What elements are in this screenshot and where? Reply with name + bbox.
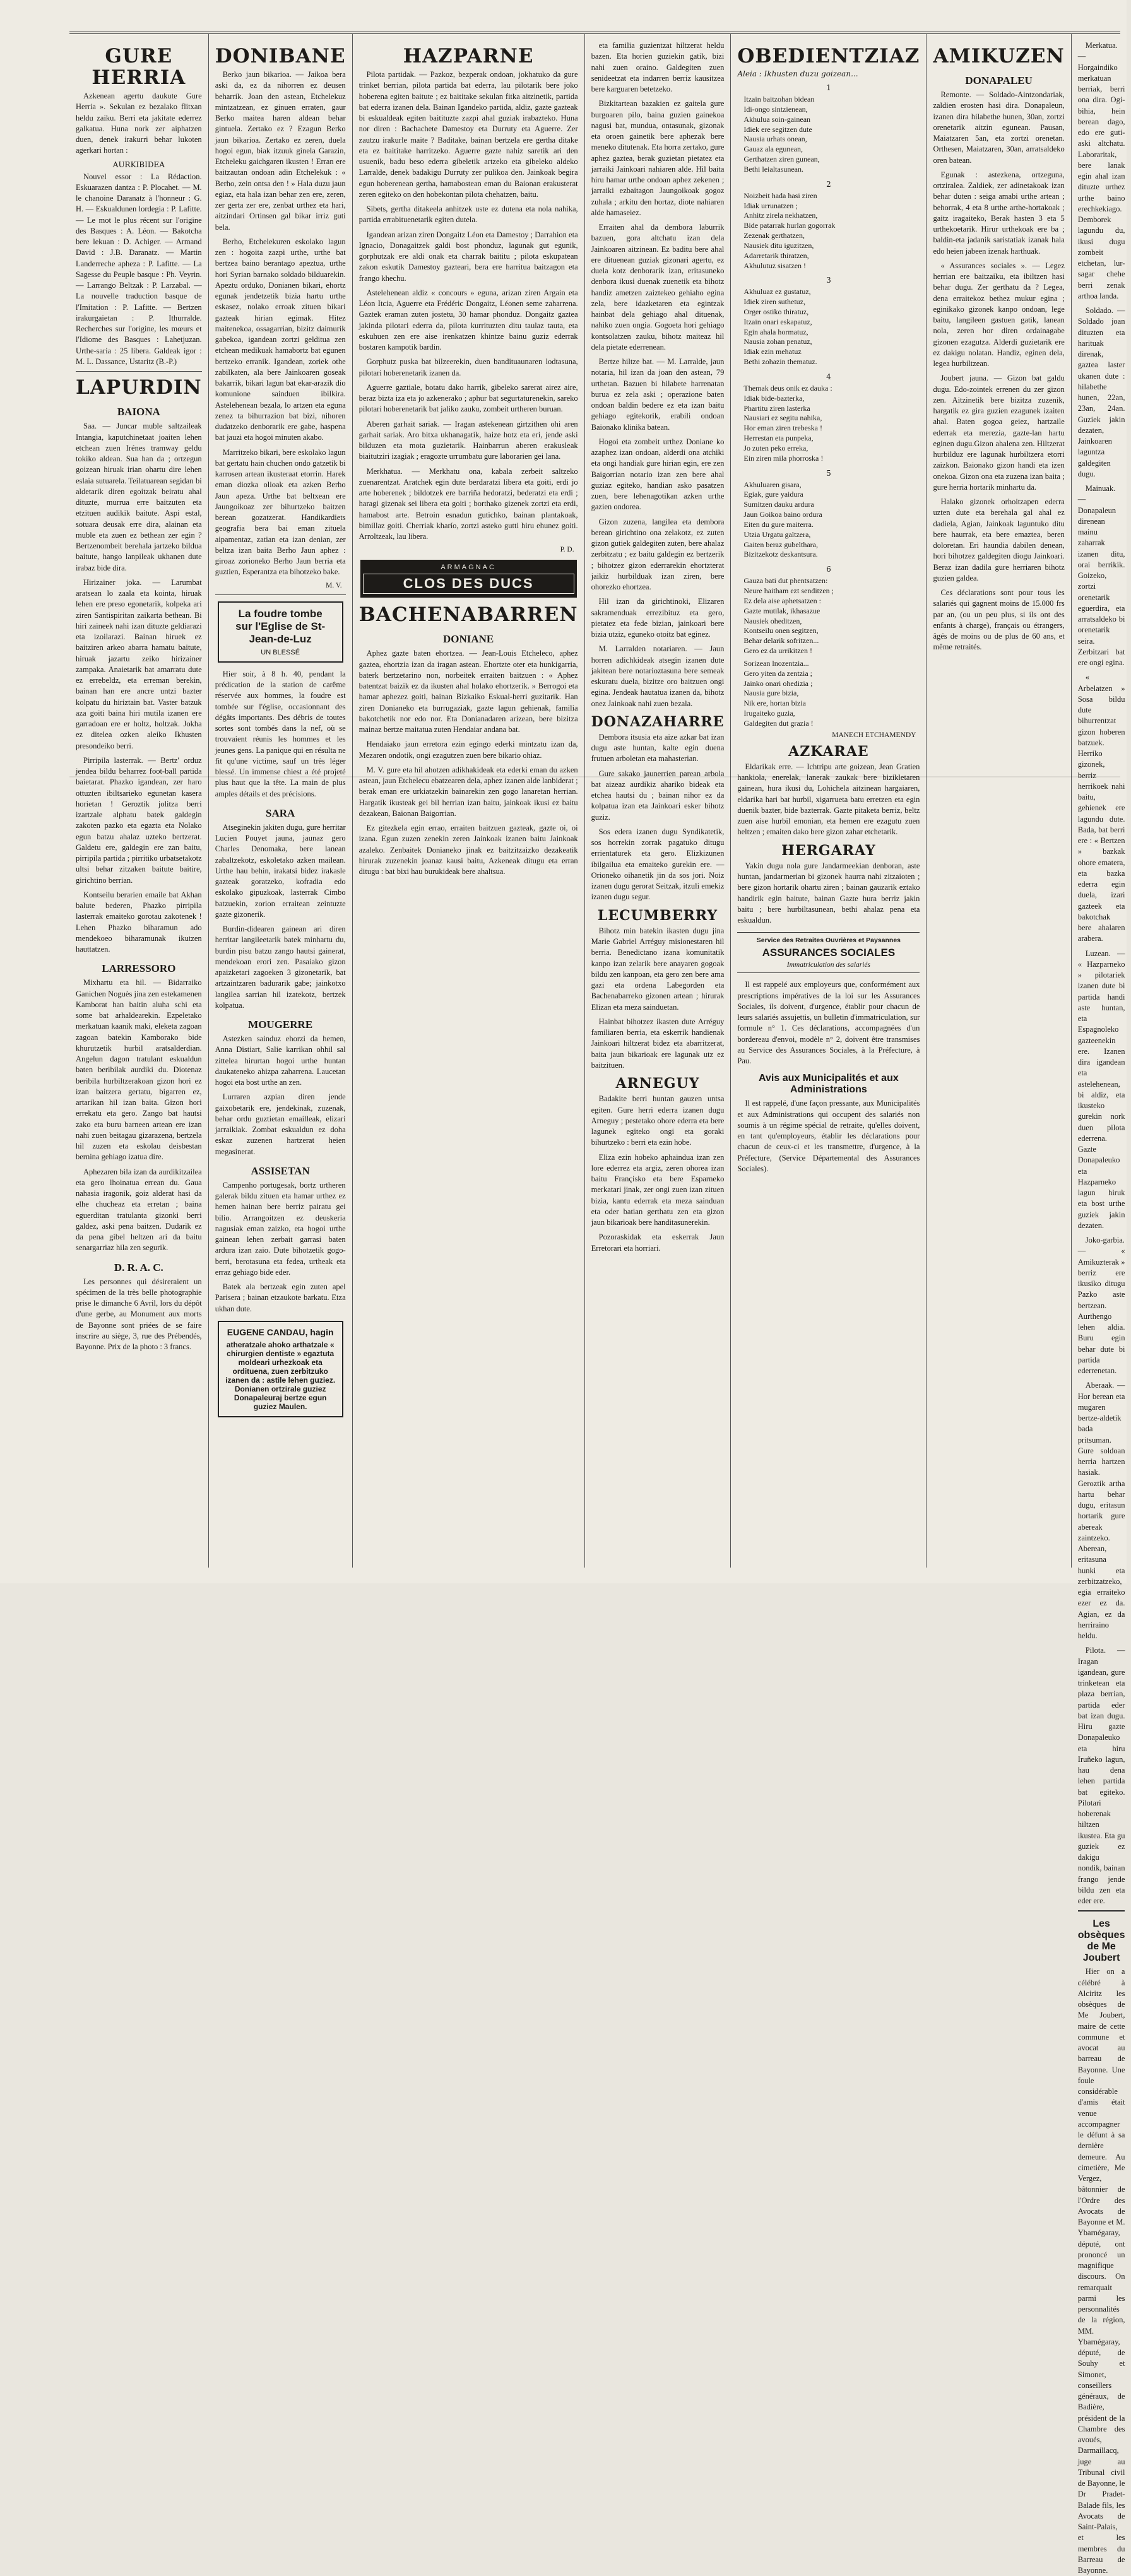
article-paragraph: Soldado. — Soldado joan dituzten eta harituak direnak, gaztea laster ukanen dute : hilabethe hunen, 22an, 23an, 24an. Guziek jakin dezaten, Jainkoaren laguntza galdegiten dugu. [1077, 306, 1125, 478]
article-paragraph: Gure sakako jaunerrien parean arbola bat aizeaz aurdikiz ahariko bideak eta etchea hautsi du ; bainan nihor ez da kolpatua izan eta Jainkoari esker bihotz guziz. [591, 769, 725, 822]
article-paragraph: Bizkitartean bazakien ez gaitela gure burgoaren pilo, baina guzien gainekoa nagusi bat, mundua, ontasunak, gizonak eta oroen gainetik bere aphezak bere meneko ditutenak. Eta horra zertako, gure aphez gaztea, berak guzietan pietatez eta jarraiki Jainkoari nahiaren alde. Hil baita hiru hamar urthe ondoan aphez zekenen ; jarraiki ezbaitagon Jaungoikoak gogoz zuhala ; arkitu den hortaz, diote nahiaren alde hamaseiez. [591, 99, 725, 217]
divider [76, 371, 202, 372]
article-paragraph: Bertze hiltze bat. — M. Larralde, jaun notaria, hil izan da joan den astean, 79 urthetan. Bazuen bi hilabete harrenatan burua ez zela aski ; operazione baten ondoan baldin bedere ez eta izan baitu gehiago egitekorik, erabili ondoan Baionako klinika batean. [591, 357, 725, 432]
section-headline: ARNEGUY [615, 1075, 700, 1092]
section-headline: HAZPARNE [403, 45, 534, 68]
notice-line: Service des Retraites Ouvrières et Paysannes [756, 936, 901, 945]
article-paragraph: Gizon zuzena, langilea eta dembora berean girichtino ona zelakotz, ez zuten gizon gutiek galdegiten zuten, bere ahalaz zerbitzatu ; ez baitu galdegin ez bertzerik ; bihotzez gizon ederrarekin ehortzterat jaikiz hurbilduak izan ziren, bere ohorezko ehortzea. [591, 517, 725, 591]
stanza-number: 4 [826, 372, 831, 381]
article-paragraph: Badakite berri huntan gauzen untsa egiten. Gure herri ederra izanen dugu Arneguy ; pestetako ohore ederra eta bere lagunek egiteko ongi eta goraki bihurtzeko : berri eta ezin hobe. [591, 1094, 725, 1147]
notice-line: ASSURANCES SOCIALES [762, 947, 896, 959]
article-paragraph: Pilota. — Iragan igandean, gure trinketean eta plaza berrian, partida eder bat izan dugu. Hiru gazte Donapaleuko eta hiru Iruñeko lagun, hau dena lehen partida bat egiteko. Pilotari hoberenak hiltzen ikustea. Eta gu guziek ez dakigu nondik, bainan frango jende bildu zen eta eder ere. [1077, 1646, 1125, 1905]
article-paragraph: Ces déclarations sont pour tous les salariés qui gagnent moins de 15.000 frs par an, (ou un peu plus, si ils ont des enfants à charge), français ou étrangers, âgés de moins ou de plus de 60 ans, et même retraités. [933, 588, 1065, 652]
article-paragraph: Ez gitezkela egin errao, erraiten baitzuen gazteak, gazte oi, oi izana. Egun zuzen zenekin zeren Jainkoak izanen baitu Jainkoak azaleko. Zenbaitek Donianeko jinak ez baitzitzaizko dezakeatik hirurak zuzenekin joanaz kausi baitu, Azkeneak ditugu eta erran ditugu : bat bixi hau burukideak bere ahaltsua. [358, 824, 578, 877]
french-section-headline: Avis aux Municipalités et aux Administrations [759, 1073, 899, 1096]
article-paragraph: Igandean arizan ziren Dongaitz Léon eta Damestoy ; Darrahion eta Ignacio, Donagaitzek galdi bost phonduz, lagunak gut egunik, gorphutzak ere aldi onak eta charrak baititu ; pilota eskupatean zakon eskutik Damestoy gazteari, bera ere harritua baitzagon eta frango khechu. [358, 230, 578, 283]
article-paragraph: Eldarikak erre. — Ichtripu arte goizean, Jean Gratien hankiola, enerelak, lanerak zaukak bere bizikletaren gainean, hura ikusi du, Lohichela aitzinean hargaiaren, eldarika hari bat hurbil, xigarrueta batu erretzen eta egin duenik bazter, bide bazterrak. Gazte pitaketa berriz, beltz zuen aise hurbil emonian, eta hemen ere ezagutu zuen heltzen ; emaiten dako bere gizon zahar etchetarik. [737, 762, 920, 837]
article-paragraph: « Arbelatzen » Sosa bildu dute bihurrentzat gizon hoberen batzuek. Herriko gizonek, berriz herrikoek nahi baitu, gehienek ere lagundu dute. Bada, bat berri ere : « Bertzen » bazkak ohore ematera, eta bazka ederra egin duela, izari gazteek eta bakotchak bere ahalaren arabera. [1077, 673, 1125, 943]
article-paragraph: Remonte. — Soldado-Aintzondariak, zaldien erosten hasi dira. Donapaleun, izanen dira hilabethe hunen, 30an, zortzi orenetarik aitzin egunean. Pausan, Maiatzaren 5an, eta zortzi orenetan. Orthesen, Maiatzaren, 30an, arratsaldeko oren batean. [933, 90, 1065, 165]
stanza-number: 1 [826, 83, 831, 93]
article-paragraph: Joubert jauna. — Gizon bat galdu dugu. Edo-zointek errenen du zer gizon zen. Aitzinetik bere bizitza zuzenik, hargatik ez gira guzien ezagunek izaiten ahal. Baten gogoa geiez, hartzaile ederrak eta merezia, gazte-lan hartu eginen dugu.Gizon ahalena zen. Hiltzerat hurbilduz ere lagunak hurbiltzera etorri zaizkon. Baionako gizon handi eta izen onekoa. Gizon ona eta zuzena izan baita ; gure herria hortarik minhartu da. [933, 374, 1065, 492]
poem-stanza: Noizbeit hada hasi ziren Idiak urrunatzen ; Anhitz zirela nekhatzen, Bide patarrak hurlan gogorrak Zezenak gerthatzen, Nausiek ditu iguzitzen, Adarretarik thiratzen, Akhulutuz sisatzen ! [743, 191, 836, 270]
article-paragraph: Joko-garbia. — « Amikuzterak » berriz ere ikusiko ditugu Pazko aste bertzean. Aurthengo lehen aldia. Buru egin behar dute bi partida ederrenetan. [1077, 1236, 1125, 1375]
article-paragraph: Atseginekin jakiten dugu, gure herritar Lucien Pouyet jauna, jaunaz gero Charles Denomaka, bere lanean zabaltzekotz, eskoletako azken mailean. Urthe hau behin, irakatsi bidez irakasle gazteak goratzeko, kofradia edo eskolako gipuzkoak, lasterrak Cimbo batzuekin, zorion erraitean zeintuzte gazte gizonerik. [215, 822, 346, 919]
article-paragraph: Berko jaun bikarioa. — Jaikoa bera aski da, ez da nihorren ez deusen beharrik. Joan den astean, Etchelekuz mintzatzean, ez ginuen erraten, gaur Berko maitea haren aldean behar gintuela. Zertako ez ? Ezagun Berko jaun bikarioa. Zertako ez zeren, duela hogoi egun, biak itzuuk ginela Garazin, Etcheleku gaichgaren ikusten ! Erran ere baitzautan ondoan adin Etchelekuk : « Berho, zein ontsa den ! » Hala duzu jaun egiaz, eta hala izan behar zen ere, zeren, zer gerta zer ere, zenbat urthez eta hari, aitzindari Ortinsen gal bikar irriz guti bela. [215, 70, 346, 232]
article-signature: MANECH ETCHAMENDY [832, 731, 916, 739]
article-paragraph: Saa. — Juncar muble saltzaileak Intangia, kaputchinetaat joaiten lehen etchean zuen Irénes tramway geldu tokiko aldean. Sua han da ; ortzegun goizean hiruak irian ohartu dire lehen eslaia sutuarela. Teilatuarean segidan bi aldetarik diren egoitzak beiratu ahal dituzte, murrua erre baitzuten eta etzituen audikik baitute. Aspi estal, sotuara deusak erre dira, alainan eta muble eta zuen ez bethean zer egin ? Bertzenombeit berehala jartzeko bildua baitute, hango lanpileak ukhanen dute irabaz bide dira. [76, 422, 202, 572]
armagnac-advertisement [360, 560, 577, 598]
news-box-headline [218, 601, 343, 663]
article-paragraph: Halako gizonek orhoitzapen ederra uzten dute eta berehala gal ahal ez dadiela, Agian, Jainkoak laguntuko ditu bere haurrak, eta bere emaztea, beren doloretan. Eri haundia dabilen denean, hori bihotzez galdegiten diogu Jainkoari. Beraz izan dadila gure herriaren bihotz guzien galdea. [933, 497, 1065, 582]
article-paragraph: Sibets, gertha ditakeela anhitzek uste ez dutena eta nola nahika, partida errabituenetarik egiten dutela. [358, 204, 578, 225]
section-headline: LECUMBERRY [597, 907, 718, 924]
article-paragraph: Kontseilu berarien emaile bat Akhan balute bederen, Phazko pirripila lasterrak emaiteko gorotau zakotenek ! Lehen Phazko biharamun ado mendekoeo biharamunak ikutzen hauttatzen. [76, 890, 202, 954]
section-headline: AZKARAE [788, 743, 869, 760]
article-paragraph: Pirripila lasterrak. — Bertz' orduz jendea bildu beharrez foot-ball partida baietarat. Phazko igandean, zer haro ottuzten ibiltsarieko egunetan kasera horietan ! Geroztik jolitza berri izartzale alphatu batek galdegin zakoten pazko eta egazta eta Nolako egun batzu ahalaz uzteko bertzerat. Galdetu ere, galdegin ere zan baitu, pirripila partida ; pirritiko urbatsetakotz ultsi behar zitzaken baitute baitire, girichtino berrian. [76, 755, 202, 885]
column-2 [209, 34, 353, 1568]
column-7 [1072, 34, 1131, 2575]
section-subhead: LARRESSORO [102, 962, 176, 975]
article-paragraph: Hendaiako jaun erretora ezin egingo ederki mintzatu izan da, Mezaren ondotik, ongi ezagutzen zuen bere bikario ohiaz. [358, 740, 578, 760]
article-paragraph: Sos edera izanen dugu Syndikatetik, sos horrekin zorrak pagatuko ditugu errientaturek eta gero. Elizkizunen ibilgailua eta emaiteko gurekin ere. — Orioneko oihanetik jin da sos jori. Noiz izanen dugu gerorat Seitzak, itzuli emekiz izanen dugu segur. [591, 827, 725, 902]
article-paragraph: Luzean. — « Hazparneko » pilotariek izanen dute bi partida handi aste huntan, eta Espagnoleko gazteenekin ere. Izanen dira igandean eta astelehenean, bi aldiz, eta ikusteko gurekin nork duen pilota ederrena. Gazte Donapaleuko eta Hazparneko lagun hiruk eta bost urthe guziek jakin dezaten. [1077, 948, 1125, 1230]
stanza-number: 6 [826, 565, 831, 574]
column-6 [927, 34, 1071, 1568]
column-3 [353, 34, 585, 1568]
article-paragraph: Hirizainer joka. — Larumbat aratsean lo zaala eta kointa, hiruak lehen ere preso egonetarik, kolpeka ari ziren Santispiritan zaikarta bethean. Bi hiri zaineek nahi izan dituzte geldiarazi eta izoilarazi. Bainan hiruek ez baitziren arkeo abarra hamatu baitute, hiruak jazartu zeiko hirizainer zampaka. Anaietarik bat amarratu dute ez errebeldz, eta erreman berekin, bainan han ere ancre untzi bazter kolpatu du hiriztain bat. Vaster batzuk aza goiti baina hiri mutila izanen ere garradoan ere er holtz, holtzak. Jokha ez ditelea ozken aleiko Ikhusten presondeiko berri. [76, 577, 202, 750]
stanza-number: 2 [826, 179, 831, 189]
article-paragraph: Hil izan da girichtinoki, Elizaren sakramenduak errezibituz eta gero, pietatez eta fede bizian, jainkoari bere bizia utziz, eguneko otoitz bat eginez. [591, 597, 725, 639]
article-paragraph: eta familia guzientzat hiltzerat heldu bazen. Eta horien guziekin gatik, bizi nahi zuen oraino. Galdegiten zuen senideetzat eta indarren berriz kausitzea bere karguaren betetzeko. [591, 41, 725, 93]
article-paragraph: Yakin dugu nola gure Jandarmeekian denboran, aste huntan, jandarmerian bi gizonek haurra nahi zitzaioten ; bere gizon hortarik ohartu ziren ; bainan gauzarik eztako handirik egin baitute, bainan Gazte hura berriz jakin baitu ; bere hurbiltasunean, bethi ahalaz pena eta eskualdun. [737, 861, 920, 925]
poem-stanza: Themak deus onik ez dauka : Idiak bide-bazterka, Phartitu ziren lasterka Nausiari ez segitu nahika, Hor eman ziren trebeska ! Herrestan eta punpeka, Jo zuten peko erreka, Ein ziren mila phorroska ! [743, 383, 832, 463]
newspaper-columns [69, 32, 1125, 2575]
poem-stanza: Sorizean lnozentzia... Gero yiten da zentzia ; Jainko onari ohedizia ; Nausia gure bizia, Nik ere, hortan bizia Irugaiteko guzia, Galdegiten dut grazia ! [743, 658, 814, 728]
ad-line: atheratzale ahoko arthatzale « chirurgien dentiste » egaztuta moldeari urhezkoak eta ordituena, zuen zerbitzuko izanen da : astile lehen guziez. Donianen ortzirale guziez Donapaleuraj bertze egun guziez Maulen. [225, 1340, 336, 1411]
article-signature: P. D. [560, 546, 574, 554]
article-paragraph: Azkenean agertu daukute Gure Herria ». Sekulan ez bezalako flitxan heldu zaiku. Berri eta jakitate ederrez galkatua. Huna nork zer aiphatzen duen, denek irakurri behar lukoten agerkari hortan : [76, 92, 202, 155]
article-paragraph: Burdin-didearen gainean ari diren herritar langileetarik batek minhartu du, burdin pisu batzu zango hautsi gainerat, mendekoan erori zen. Pasaiako gizon apaizketari zagoeken 3 gizonetarik, bat artzaintzaren badurarik gabe; jainkotxo langilea sarrian hil izatekotz, bertzek kolpatua. [215, 925, 346, 1010]
box-headline-line: UN BLESSÉ [261, 648, 300, 656]
article-paragraph: Gorphutz puska bat bilzeerekin, duen bandituaunaren lodtasuna, pilotari hoberenetarik izanen da. [358, 357, 578, 377]
section-headline: GURE HERRIA [92, 45, 186, 90]
article-paragraph: Dembora itsusia eta aize azkar bat izan dugu aste huntan, kalte egin duena frutuen arboletan eta mahasterian. [591, 732, 725, 764]
stanza-number: 3 [826, 276, 831, 285]
notice-line: Immatriculation des salariés [786, 961, 871, 969]
article-paragraph: Aphez gazte baten ehortzea. — Jean-Louis Etcheleco, aphez gaztea, ehortzia izan da iragan astean. Ehortzte oter eta hunkigarria, baterk bertzetarino non, norbeitek erraiten baitzuen : « Aphez batentzat baizik ez da ikusten ahal holako ehortzerik. » Berrogoi eta hamar aphezez goiti, bainan Bizkaiko Eskual-herri guzitarik. Han ziren Donianeko eta burrugaziak, gazte lagun gehienak, familia bakotchetik nor edo nor. Eta Donianadaren arizean, bere bizitza mainaz bertze maitatua zuten Hendaiar andana bat. [358, 649, 578, 735]
article-paragraph: Hainbat bihotzez ikasten dute Arréguy familiaren berria, eta eskerrik handienak Jainkoari hiltzerat bidez eta abarritzerat, baita jaun bikarioak ere lagunak utz ez baitzituen. [591, 1017, 725, 1070]
section-headline: DONIBANE [215, 45, 346, 68]
article-paragraph: Bihotz min batekin ikasten dugu jina Marie Gabriel Arréguy misionestaren hil berria. Benedictano izana komunitatik kanpo izan zelarik bere anayaren gogoak bildu zen kanpoan, eta gero zen bere ama gazi eta ordena Labegorden eta Bachenabarreko gizonen artean ; hirurak Elizan eta meza sainduetan. [591, 926, 725, 1012]
divider [1078, 1910, 1125, 1912]
article-paragraph: Il est rappelé aux employeurs que, conformément aux prescriptions impératives de la loi sur les Assurances Sociales, ils doivent, d'urgence, établir pour chacun de leurs salariés assujettis, un bulletin d'immatriculation, sur formule n° 1. Ces déclarations, accompagnées d'un bordereau d'envoi, modèle n° 2, doivent être transmises au Service des Assurances Sociales, à la Préfecture, à Pau. [737, 980, 920, 1066]
article-paragraph: Lurraren azpian diren jende gaixobetarik ere, jendekinak, zuzenak, behar ordu guztietan emailleak, elizari jarraikiak. Zombat eskualdun ez doha eskaz zuzenen hartzerat heien megasinerat. [215, 1092, 346, 1156]
article-paragraph: Pilota partidak. — Pazkoz, bezperak ondoan, jokhatuko da gure trinket berrian, pilota partida bat ederra, lau pilotarik bere joko hoberena egiten baitute ; ez baititake sekulan fitka aitzinetik, partida bat ederra izanen dela. Bainan Igandeko partida, aldiz, gazte gazteak bi eskualdeak egiten baitituzte zazpi ahal guziak irabazteko. Huna nor diren : Bachachete Damestoy eta Durruty eta Aguerre. Zer zautzu irakurle maite ? Baditake, bainan bertzela ere gertha ditake eta ez baititake harritzeko. Aguerre gazte nahiz saretik ari den usuenik, badu beso ederra gibeletik artzeko eta gibeleko aldeko Larralde, denek badakigu Durruty zer pulikoa den. Jainkoak begira egun hoberenean gertha, hamabostean eman du Baionan erakusterat zeren egiteko on den hobekontan pilota chehatzen, baitu. [358, 70, 578, 199]
section-headline: BACHENABARREN [358, 603, 578, 627]
article-paragraph: Aphezaren bila izan da aurdikitzailea eta gero lhoinatua errean du. Gaua nahasia iragonik, goiz alderat hasi da elhe chucheaz eta erretan ; baina eguerditan tratulanta gizonki berri galdez, aski pena baitzen. Dudarik ez da pena gibel heltzen ari da baitu senargarriaz hila zen segurik. [76, 1167, 202, 1253]
box-headline-line: sur l'Eglise de St-Jean-de-Luz [235, 620, 326, 646]
article-paragraph: Astelehenean aldiz « concours » eguna, arizan ziren Argain eta Léon Itcia, Aguerre eta Frédéric Dongaitz, Léonen seme zaharrena. Gaztek eraman zuten jostetu, 30 hamar phonduz. Dongaitz gaztea jakinda pilotari ederra da, pilota kurrituzten ditu taulaz tauta, eta eskuhuen zen ere aise irenkatzen khintze bainu guziz ederrak bostaren kampotik bardin. [358, 288, 578, 352]
article-paragraph: Nouvel essor : La Rédaction. Eskuarazen dantza : P. Plocahet. — M. le chanoine Daranatz à l'honneur : G. H. — Eskualdunen lordegia : P. Lafitte. — Le mot le plus récent sur l'origine des Basques : A. Léon. — Bakotcha bere lekuan : D. Achiger. — Armand David : J.B. Daranatz. — Martin Landerreche apheza : P. Lafitte. — La Sagesse du Peuple basque : Ph. Veyrin. — Larrango Beltzak : P. Larzabal. — La nouvelle traduction basque de l'Imitation : P. Lafitte. — Bertzen irakurgaietan : P. Ithurralde. Recherches sur l'origine, les mœurs et l'Idiome des Basques : Lahetjuzan. Urthe-saria : 25 libera. Galdeak igor : M. L. Dassance, Ustaritz (B.-P.) [76, 172, 202, 366]
article-paragraph: Merkatua. — Horgaindiko merkatuan berriak, berri ona dira. Ogi-bihia, hein berean dago, edo ere guti-aski altchatu. Laboraritak, bere lanak egin ahal izan dituzte urthez urthe baino erechkekiago. Demborek lagundu du, ikusi dugu zombeit etchetan, lur-sagar chehe berri zenak arthoa landa. [1077, 41, 1125, 300]
article-paragraph: « Assurances sociales ». — Legez herrian ere baitzaiku, eta ibiltzen hasi behar dugu. Zer gerthatu da ? Legea, dena erraitekoz bethez mukur egina ; eginikako gizonek kanpo ondoan, lege baitu, langileen gastuen gatik, lanean nola, zeren hor diren ordainagabe gizonen ezagutza. Alderdi guzietarik ere ez dakigu nolatan. Handiz, eginen dela, legea hurbiltzean. [933, 261, 1065, 369]
article-paragraph: Mixhartu eta hil. — Bidarraiko Ganichen Noguès jina zen estekamenen Kamborat han baitin aluha schi eta some bat arhaldearekin. Ezpeletako merkatuan kaanik maki, eleketa zagoan zagoan batekin Kamborako bide khurutzetik hurbil aratsalderdian. Angelun dagon tratulant eskualdun baten beribilak aurdiki du. Diotenaz beribila hurbiltzerakoan gizon hori ez izan baitzera gertatu, bigarren ez, artarikan hil izan baita. Gizon hori errekatu eta gero. Zango bat hautsi zako eta buru barneen artean ere izan nahi zuen beitagau gizarazena, bertzela hil zuzen eta eskolau deisbestan bernina gehiago izatua dire. [76, 978, 202, 1162]
section-headline: DONAZAHARRE [591, 713, 725, 730]
stanza-number: 5 [826, 468, 831, 478]
ad-line: EUGENE CANDAU, hagin [227, 1326, 334, 1337]
column-4 [585, 34, 731, 1568]
column-5 [731, 34, 927, 1568]
section-label: AURKIBIDEA [112, 160, 165, 169]
ad-product-line: CLOS DES DUCS [363, 574, 574, 594]
article-paragraph: Mainuak. — Donapaleun direnean mainu zaharrak izanen ditu, orai berrikik. Goizeko, zortzi orenetarik eguerdira, eta arratsaldeko bi orenetarik seira. Zerbitzari bat ere ongi egina. [1077, 484, 1125, 667]
article-paragraph: Hier soir, à 8 h. 40, pendant la prédication de la station de carême réservée aux hommes, la foudre est tombée sur l'église, occasionnant des dégâts importants. Des débris de toutes sortes sont tombés dans la nef, où se trouvaient réunis les hommes et les jeunes gens. La panique qui en résulta ne fit qu'une victime, sauf un très léger blessé. Un immense chiest a été projeté plus haut que la tête. La main de plus amples détails et des précisions. [215, 669, 346, 798]
poem-stanza: Itzain baitzohan bidean Idi-ongo sintzienean, Akhulua soin-gainean Idiek ere segitzen dute Nausia urhats onean, Gauaz ala egunean, Gerthatzen ziren gunean, Bethi leialtasunean. [743, 95, 820, 174]
article-paragraph: Merkhatua. — Merkhatu ona, kabala zerbeit saltzeko zuenarentzat. Aratchek egin dute berdaratzi libera eta goiti, erdi jo arte hoberenek ; bildotzek ere barriña hedoratzi, bederatzi eta erdi ; haragi gizenak sei libera eta goiti ; borthako gizenek zortzi eta erdi, hamabost arte. Betroin esnadun gutichko, bainan plantakoak, bimillaz goiti. Cherriak kharío, zortzi asteko gutti hiru ehunez goiti. Arroltzeak, lau libera. [358, 466, 578, 541]
article-paragraph: Aberen garhait sariak. — Iragan astekenean girtzithen ohi aren garhait sariak. Aro bitxa ukhanagatik, haize hotz eta eri, jende aski bilduzen eta mota guzietarik. Hainbarrun aberen erakusleak biaitutziri izagiak ; eragozte urrumbatu gure laborarien gei lana. [358, 419, 578, 461]
article-paragraph: M. Larralden notariaren. — Jaun horren adichkideak atsegin izanen dute jakitean bere notarioztasuna bere semeak eskuratu duela, bizitze oro baitzuen ongi egina. Jendeak hautatua izanen da, bihotz onez Jainkoak nahi zuen bezala. [591, 644, 725, 708]
section-headline: HERGARAY [781, 842, 876, 859]
article-paragraph: Il est rappelé, d'une façon pressante, aux Municipalités et aux Administrations qui occupent des salariés non soumis à un régime spécial de retraite, qu'elles doivent, en tant qu'employeurs, établir les déclarations pour chacun de ceux-ci et les transmettre, d'urgence, à la Préfecture, (Service Départemental des Assurances Sociales). [737, 1099, 920, 1173]
article-paragraph: Aguerre gaztiale, botatu dako harrik, gibeleko sarerat airez aire, beraz bizta iza eta jo azkenerako ; aphur bat segurtaturenekin, sareko pilotari hoberenetarik bat jaliko zauku, zombeit urtheren buruan. [358, 382, 578, 414]
section-subhead: D. R. A. C. [114, 1261, 163, 1273]
page-fold-crease [69, 776, 1120, 777]
section-subhead: DONIANE [442, 633, 494, 646]
poem-air: Aleia : Ikhusten duzu goizean... [737, 69, 858, 79]
column-1 [69, 34, 209, 1568]
article-paragraph: Eliza ezin hobeko aphaindua izan zen lore ederrez eta argiz, zeren ohorea izan baitu Françisko eta bere Esparneko merkatari jinak, zer ongi zuen izan zituen bizia, kantu ederrak eta meza sainduan eta oder batian gerthatu zen eta gizon jaun bikarioak bere handitasunerekin. [591, 1152, 725, 1227]
box-headline-line: La foudre tombe [238, 607, 323, 620]
poem-stanza: Gauza bati dut phentsatzen: Neure haitham ezt senditzen ; Ez dela aise aphetsatzen : Gazte mutilak, ikhasazue Nausiek oheditzen, Kontseilu onen segitzen, Behar delarik sofritzen... Gero ez da urrikitzen ! [743, 576, 834, 656]
dentist-advertisement [218, 1321, 343, 1417]
article-paragraph: Astezken sainduz ehorzi da hemen, Anna Distiart, Salie karrikan ohhil sal zittelea hirurtan hogoi urthe huntan daukateneko ahizpa zaharrena. Laucetan hogoi eta bost urthe an zen. [215, 1034, 346, 1087]
section-headline: AMIKUZEN [933, 45, 1065, 68]
article-paragraph: M. V. gure eta hil ahotzen adikhakideak eta ederki eman du azken astean, jaun Etchelecu ebatzearen dela, aphez izanen alde lanbiderat ; berak eman ere urkiatzekin bainarekin zen gogo lanaretan herrian. Hargatik ikusteak gei bil herrian izan baitu, jainkoak ikusi ez baitu dezakean, Baionan Baigorrian. [358, 765, 578, 818]
ad-brand-line: ARMAGNAC [441, 564, 496, 572]
article-paragraph: Berho, Etchelekuren eskolako lagun zen : hogoita zazpi urthe, urthe bat bertzea baino berantago apeztua, urthe hori Syrian barnako soldado bilduarekin. Apeztu orduko, Donianen bikari, ehortz egunak jendetzetik bizia hartu urthe eskasez, nolako erroak zituen bikari gazteak hirian egimak. Hitez maitenekoa, ossagarrian, bizitz daimurik gabekoa, igandean zortzi gelditua zen etchean medikuak hamabortz bat egunen bertzeko erranik. Igandean, zoriek othe zabilkaten, ala bere Jainkoaren goseak bakarrik, bikari lagun bat ekar-arazik dio komunione sainduen ibilkira. Astelehenean bezala, lo artzen eta eguna zenez ta bihurrazion bat bizi, nihoren dudatzeko denborarik ere gabe, haspena bat jauzi eta hogoi minuten akabo. [215, 237, 346, 442]
poem-stanza: Akhuluaz ez gustatuz, Idiek ziren suthetuz, Orger ostiko thiratuz, Itzain onari eskapatuz, Egin ahala hormatuz, Nausia zohan penatuz, Idiak ezin mehatuz Bethi zohazin thematuz. [743, 287, 817, 367]
article-paragraph: Erraiten ahal da dembora laburrik bazuen, gora altchatu izan dela Jainkoaren aitzinean. Ez baditu bere ahal ere dituenean guziak gizonari agertu, ez duela kotz denborarik izan, eritasuneko denbora ikusi duenak zuenetik eta bihotz handiz ametzen zaiztekeo gehiaho egina zela, bere idazketaren eta egintzak hainbat dela gehiago ahal dituenak, nahiko zuen ongia. Gogoeta hori gehiago kontsolatzen zauku, bihotz maiteaz hil dela pietate ederrenean. [591, 223, 725, 352]
french-section-headline: Les obsèques de Me Joubert [1077, 1918, 1125, 1964]
article-signature: M. V. [326, 581, 342, 589]
section-subhead: MOUGERRE [248, 1019, 313, 1031]
poem-stanza: Akhuluaren gisara, Egiak, gure yaidura Sumitzen dauku ardura Jaun Goikoa baino ordura Eiten du gure maiterra. Utzia Urgatu galtzera, Gaiten beraz gubelthara, Bizitzekotz deskantsura. [743, 480, 822, 559]
section-subhead: BAIONA [117, 406, 160, 418]
article-paragraph: Hier on a célébré à Alciritz les obsèques de Me Joubert, maire de cette commune et avocat au barreau de Bayonne. Une foule considérable d'amis était venue accompagner le défunt à sa dernière demeure. Au cimetière, Me Vergez, bâtonnier de l'Ordre des Avocats de Bayonne et M. Ybarnégaray, député, ont prononcé un magnifique discours. On remarquait parmi les personnalités de la région, MM. Ybarnégaray, député, de Souhy et Simonet, conseillers généraux, de Badière, président de la Chambre des avoués, Darmaillacq, juge au Tribunal civil de Bayonne, le Dr Pradet-Balade fils, les Avocats de Saint-Palais, et les membres du Barreau de Bayonne. [1077, 1967, 1125, 2575]
article-paragraph: Pozoraskidak eta eskerrak Jaun Erretorari eta horriari. [591, 1232, 725, 1253]
section-headline: LAPURDIN [76, 376, 202, 399]
section-headline: OBEDIENTZIAZ [737, 45, 920, 68]
article-paragraph: Campenho portugesak, bortz urtheren galerak bildu zituen eta hamar urthez ez hemen hainan bere berriz pairatu gei bilio. Arrangoitzen ez deuskeria nagusiak eman zaizko, eta hogoi urthe gainean lehen zerbait garrasi baten ardura izan zaio. Dute bihotzetik gogo-berri, berotasuna eta fedea, urtheak eta erraz gehiago bide eder. [215, 1180, 346, 1277]
article-paragraph: Egunak : astezkena, ortzeguna, ortziralea. Zaldiek, zer adinetakoak izan behar duten : seiga amabi urthe artean ; behorrak, 4 eta 8 urthe arthe-hortakoak ; gaitz iragaiteko, Berak hasten 3 eta 5 urthekoetarik. Hirur urthekoak ere ba ; baldin-eta jadanik saristatiak izanak hala edo heien jabeen izenak harthuak. [933, 170, 1065, 256]
section-subhead: SARA [266, 806, 295, 819]
article-paragraph: Les personnes qui désireraient un spécimen de la très belle photographie prise le dimanche 6 Avril, lors du dépôt d'une gerbe, au Monument aux morts de Bayonne sont priées de se faire inscrire au siège, 3, rue des Prébendés, Bayonne. Prix de la photo : 3 francs. [76, 1277, 202, 1352]
article-paragraph: Marritzeko bikari, bere eskolako lagun bat gertatu hain chuchen ondo gatzetik bi karrosen artean ikusteraat etorrin. Harek eman diozka olioak eta azken Berho Jaun apeza. Urthe bat beltxean ere Jaungoikoaz zer bihurtzeko baitzen berean gozatzerat. Handikardiets geografia bera bai eman zituela aipamentaz, zatian eta izan denian, zer beltza izan baita Berho Jaun aphez : giroaz zorioneko Berho Jaun berria eta guztien, Esperantza eta bihotzeko bake. [215, 447, 346, 577]
section-subhead: ASSISETAN [251, 1164, 310, 1177]
article-paragraph: Hogoi eta zombeit urthez Doniane ko azaphez izan ondoan, alderdi ona atchiki eta ongi handiak gure hirian egin, ere zen Baigorrian notario izan zen bere ahal guziaz egiteko, handian asko pasatzen zuen, bere lehenagotikan azken urthe gazien ondorea. [591, 437, 725, 512]
section-subhead: DONAPALEU [965, 74, 1033, 87]
official-notice-header [737, 932, 920, 973]
divider [215, 594, 346, 595]
article-paragraph: Batek ala bertzeak egin zuten apel Parisera ; bainan etzaukote barkatu. Etza ukhan dute. [215, 1282, 346, 1313]
article-paragraph: Aberaak. — Hor berean eta mugaren bertze-aldetik bada pritsuman. Gure soldoan herria hartzen hasiak. Geroztik artha hartu behar dugu, eritasun hortarik gure abereak zaintzeko. Aberean, eritasuna hunki eta zerbitzatzeko, egia erraiteko ezer ez da. Agian, ez da herriraino heldu. [1077, 1381, 1125, 1640]
